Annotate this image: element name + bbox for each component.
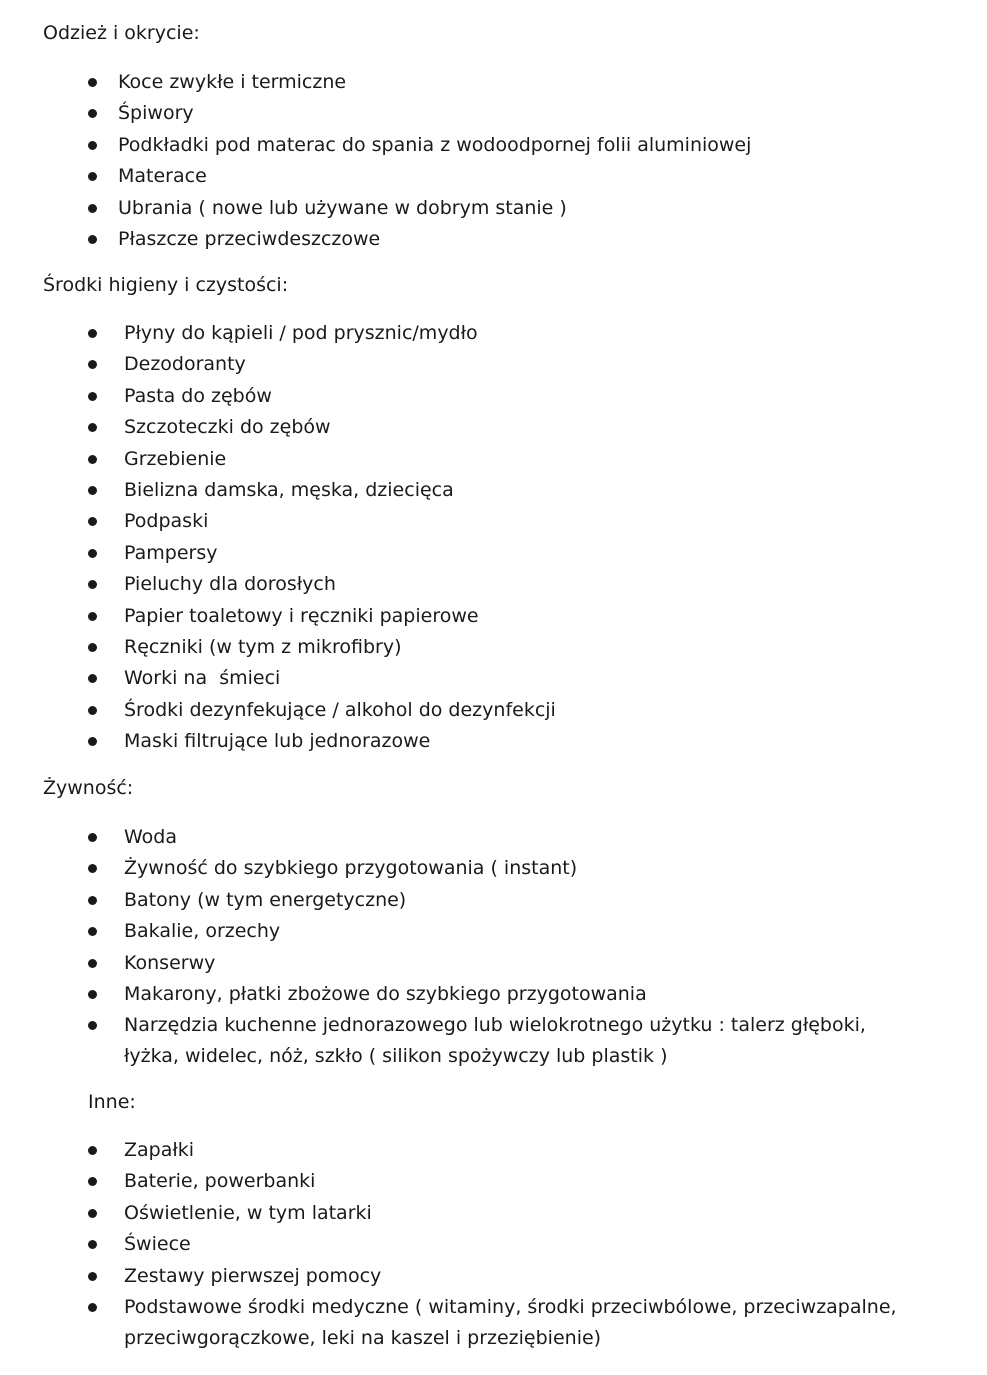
bullet-icon [88,141,97,150]
bullet-icon [88,204,97,213]
list-item: Batony (w tym energetyczne) [0,888,987,919]
bullet-icon [88,1177,97,1186]
list-item: Pampersy [0,541,987,572]
section-heading-other: Inne: [88,1091,136,1113]
list-item: Zestawy pierwszej pomocy [0,1264,987,1295]
list-item: Szczoteczki do zębów [0,415,987,446]
bullet-icon [88,674,97,683]
bullet-icon [88,1021,97,1030]
list-item: Środki dezynfekujące / alkohol do dezynfekcji [0,698,987,729]
bullet-icon [88,360,97,369]
bullet-icon [88,1240,97,1249]
bullet-icon [88,612,97,621]
bullet-icon [88,109,97,118]
list-item: Płyny do kąpieli / pod prysznic/mydło [0,321,987,352]
list-item: Worki na śmieci [0,666,987,697]
section-heading-food: Żywność: [43,777,134,799]
bullet-icon [88,455,97,464]
bullet-icon [88,927,97,936]
list-item: Narzędzia kuchenne jednorazowego lub wielokrotnego użytku : talerz głęboki, łyżka, widelec, nóż, szkło ( silikon spożywczy lub plastik ) [0,1013,987,1069]
bullet-icon [88,990,97,999]
bullet-icon [88,78,97,87]
bullet-icon [88,1209,97,1218]
bullet-icon [88,737,97,746]
list-item: Baterie, powerbanki [0,1169,987,1200]
list-item: Materace [0,164,987,195]
clothing-list [0,70,987,258]
bullet-icon [88,864,97,873]
list-item: Oświetlenie, w tym latarki [0,1201,987,1232]
bullet-icon [88,549,97,558]
bullet-icon [88,517,97,526]
bullet-icon [88,392,97,401]
food-list [0,825,987,1069]
list-item: Maski filtrujące lub jednorazowe [0,729,987,760]
list-item: Konserwy [0,951,987,982]
list-item: Podstawowe środki medyczne ( witaminy, środki przeciwbólowe, przeciwzapalne, przeciwgorączkowe, leki na kaszel i przeziębienie) [0,1295,987,1351]
list-item: Świece [0,1232,987,1263]
hygiene-list [0,321,987,760]
bullet-icon [88,706,97,715]
list-item: Płaszcze przeciwdeszczowe [0,227,987,258]
list-item: Koce zwykłe i termiczne [0,70,987,101]
list-item: Śpiwory [0,101,987,132]
bullet-icon [88,580,97,589]
list-item: Dezodoranty [0,352,987,383]
bullet-icon [88,486,97,495]
list-item: Bielizna damska, męska, dziecięca [0,478,987,509]
list-item: Bakalie, orzechy [0,919,987,950]
bullet-icon [88,329,97,338]
bullet-icon [88,959,97,968]
bullet-icon [88,172,97,181]
list-item: Grzebienie [0,447,987,478]
list-item: Pasta do zębów [0,384,987,415]
list-item: Podkładki pod materac do spania z wodoodpornej folii aluminiowej [0,133,987,164]
list-item: Zapałki [0,1138,987,1169]
section-heading-clothing: Odzież i okrycie: [43,22,200,44]
list-item: Podpaski [0,509,987,540]
list-item: Woda [0,825,987,856]
bullet-icon [88,1303,97,1312]
bullet-icon [88,1146,97,1155]
list-item: Ręczniki (w tym z mikrofibry) [0,635,987,666]
list-item: Pieluchy dla dorosłych [0,572,987,603]
bullet-icon [88,235,97,244]
list-item: Makarony, płatki zbożowe do szybkiego przygotowania [0,982,987,1013]
bullet-icon [88,643,97,652]
section-heading-hygiene: Środki higieny i czystości: [43,274,289,296]
list-item: Żywność do szybkiego przygotowania ( instant) [0,856,987,887]
other-list [0,1138,987,1351]
list-item: Ubrania ( nowe lub używane w dobrym stanie ) [0,196,987,227]
list-item: Papier toaletowy i ręczniki papierowe [0,604,987,635]
bullet-icon [88,423,97,432]
bullet-icon [88,1272,97,1281]
bullet-icon [88,896,97,905]
bullet-icon [88,833,97,842]
